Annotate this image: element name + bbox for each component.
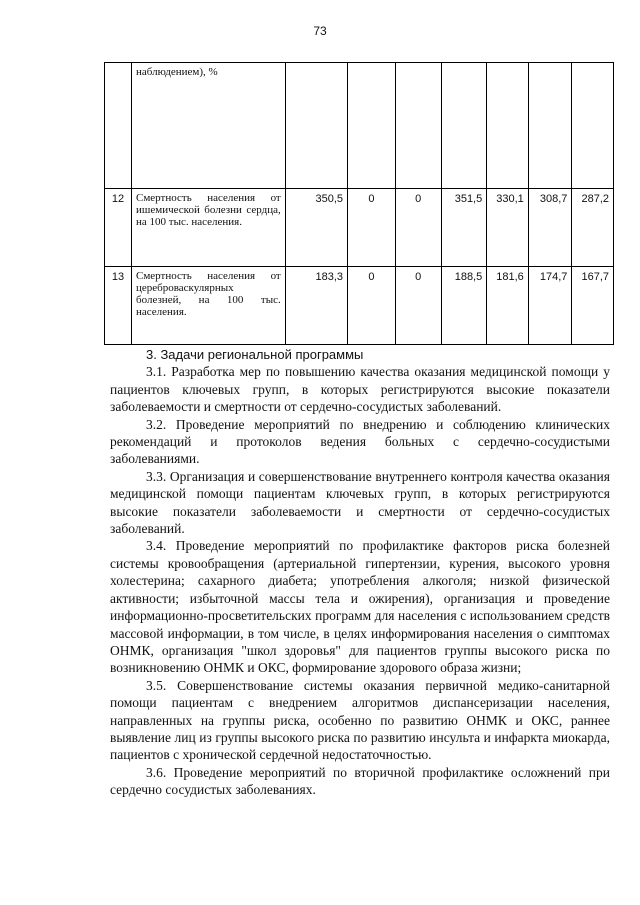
paragraph: 3.6. Проведение мероприятий по вторичной профилактике осложнений при сердечно сосудистых заболеваниях. xyxy=(110,764,610,798)
paragraph: 3.2. Проведение мероприятий по внедрению и соблюдению клинических рекомендаций и протоколов ведения больных с сердечно-сосудистыми заболеваниями. xyxy=(110,416,610,467)
value-cell xyxy=(395,63,441,189)
value-cell: 167,7 xyxy=(572,267,614,345)
row-number xyxy=(105,63,132,189)
value-cell: 0 xyxy=(348,267,396,345)
paragraph: 3.3. Организация и совершенствование внутреннего контроля качества оказания медицинской помощи пациентам ключевых групп, в которых регистрируются высокие показатели заболеваемости и смертности от сердечно-сосудистых заболеваний. xyxy=(110,468,610,537)
paragraph: 3.5. Совершенствование системы оказания первичной медико-санитарной помощи пациентам с внедрением алгоритмов диспансеризации населения, направленных на группы риска, особенно по развитию ОНМК и ОКС, раннее выявление лиц из группы высокого риска по развитию инсульта и инфаркта миокарда, пациентов с хронической сердечной недостаточностью. xyxy=(110,677,610,763)
value-cell: 330,1 xyxy=(487,189,529,267)
value-cell: 0 xyxy=(348,189,396,267)
indicator-name: наблюдением), % xyxy=(132,63,286,189)
value-cell: 350,5 xyxy=(285,189,347,267)
section-heading: 3. Задачи региональной программы xyxy=(146,347,364,362)
value-cell xyxy=(487,63,529,189)
value-cell: 174,7 xyxy=(528,267,572,345)
page-number: 73 xyxy=(313,24,327,38)
value-cell xyxy=(285,63,347,189)
section-text xyxy=(110,346,610,799)
value-cell: 287,2 xyxy=(572,189,614,267)
value-cell: 181,6 xyxy=(487,267,529,345)
table-row xyxy=(105,63,614,189)
value-cell: 0 xyxy=(395,189,441,267)
indicator-name: Смертность населения от цереброваскулярных болезней, на 100 тыс. населения. xyxy=(132,267,286,345)
value-cell: 188,5 xyxy=(441,267,487,345)
indicators-table xyxy=(104,62,614,345)
table-row xyxy=(105,189,614,267)
value-cell: 0 xyxy=(395,267,441,345)
table-row xyxy=(105,267,614,345)
value-cell xyxy=(528,63,572,189)
value-cell xyxy=(572,63,614,189)
row-number: 12 xyxy=(105,189,132,267)
indicator-name: Смертность населения от ишемической болезни сердца, на 100 тыс. населения. xyxy=(132,189,286,267)
value-cell: 308,7 xyxy=(528,189,572,267)
value-cell xyxy=(441,63,487,189)
paragraph: 3.4. Проведение мероприятий по профилактике факторов риска болезней системы кровообращения (артериальной гипертензии, курения, высокого уровня холестерина; сахарного диабета; употребления алкоголя; низкой физической активности; избыточной массы тела и ожирения), организация и проведение информационно-просветительских программ для населения с использованием средств массовой информации, в том числе, в целях информирования населения о симптомах ОНМК, организация "школ здоровья" для пациентов группы высокого риска по возникновению ОНМК и ОКС, формирование здорового образа жизни; xyxy=(110,538,610,676)
value-cell xyxy=(348,63,396,189)
paragraph: 3.1. Разработка мер по повышению качества оказания медицинской помощи у пациентов ключевых групп, в которых регистрируются высокие показатели заболеваемости и смертности от сердечно-сосудистых заболеваний. xyxy=(110,364,610,415)
value-cell: 351,5 xyxy=(441,189,487,267)
row-number: 13 xyxy=(105,267,132,345)
value-cell: 183,3 xyxy=(285,267,347,345)
